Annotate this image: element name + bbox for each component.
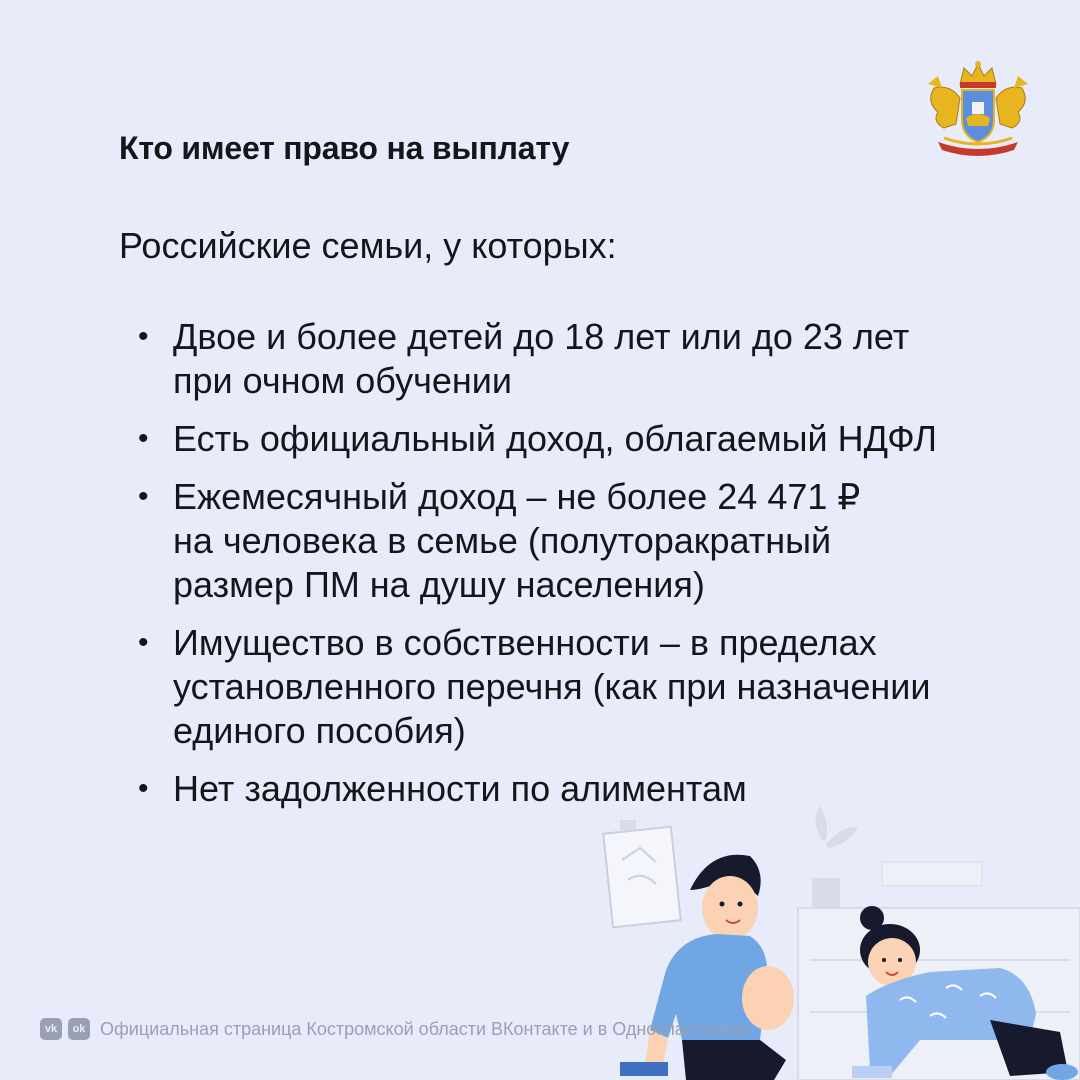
- bullet-dot-icon: •: [138, 480, 149, 513]
- list-item-line: Двое и более детей до 18 лет или до 23 лет: [173, 316, 910, 357]
- list-item-line: при очном обучении: [173, 360, 512, 401]
- bullet-dot-icon: •: [138, 626, 149, 659]
- list-item-line: единого пособия): [173, 710, 466, 751]
- vk-icon[interactable]: vk: [40, 1018, 62, 1040]
- list-item: [138, 621, 958, 753]
- list-item-line: установленного перечня (как при назначении: [173, 666, 931, 707]
- footer: [40, 1017, 750, 1041]
- page-title: Кто имеет право на выплату: [119, 130, 570, 166]
- list-item: [138, 417, 958, 461]
- list-item: [138, 475, 958, 607]
- odnoklassniki-icon[interactable]: ok: [68, 1018, 90, 1040]
- list-item: [138, 315, 958, 403]
- bullet-dot-icon: •: [138, 772, 149, 805]
- list-item-line: Нет задолженности по алиментам: [173, 768, 747, 809]
- list-item-line: Ежемесячный доход – не более 24 471 ₽: [173, 476, 861, 517]
- list-item-line: размер ПМ на душу населения): [173, 564, 705, 605]
- kostroma-coat-of-arms-icon: [922, 58, 1034, 160]
- list-item-line: на человека в семье (полуторакратный: [173, 520, 832, 561]
- bullet-dot-icon: •: [138, 320, 149, 353]
- list-item-line: Есть официальный доход, облагаемый НДФЛ: [173, 418, 937, 459]
- list-item-line: Имущество в собственности – в пределах: [173, 622, 877, 663]
- bullet-dot-icon: •: [138, 422, 149, 455]
- eligibility-list: [138, 315, 958, 825]
- footer-text: Официальная страница Костромской области ВКонтакте и в Одноклассниках: [100, 1018, 751, 1039]
- subtitle: Российские семьи, у которых:: [119, 225, 617, 266]
